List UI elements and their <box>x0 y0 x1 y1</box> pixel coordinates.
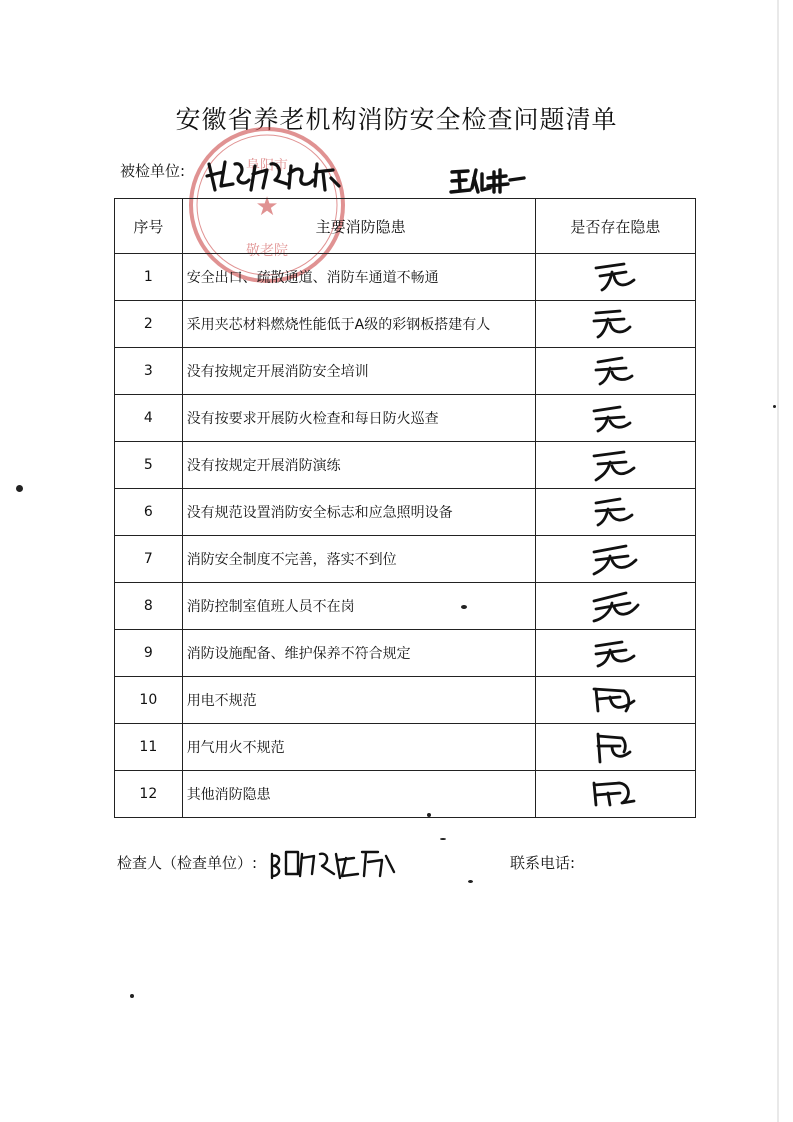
handwritten-answer-mark <box>590 399 640 437</box>
table-row <box>115 395 696 442</box>
row-hazard: 安全出口、疏散通道、消防车通道不畅通 <box>182 254 535 301</box>
row-answer <box>535 536 695 583</box>
handwritten-answer-mark <box>590 587 640 625</box>
handwritten-answer-mark <box>590 493 640 531</box>
row-hazard: 用电不规范 <box>182 677 535 724</box>
row-number: 10 <box>115 677 183 724</box>
inspector-signature <box>268 846 398 882</box>
row-hazard: 没有按规定开展消防安全培训 <box>182 348 535 395</box>
table-row <box>115 301 696 348</box>
row-hazard: 用气用火不规范 <box>182 724 535 771</box>
inspected-unit-label: 被检单位: <box>120 162 186 180</box>
row-hazard: 消防设施配备、维护保养不符合规定 <box>182 630 535 677</box>
handwritten-answer-mark <box>590 540 640 578</box>
row-number: 4 <box>115 395 183 442</box>
row-answer <box>535 771 695 818</box>
row-answer <box>535 301 695 348</box>
row-number: 1 <box>115 254 183 301</box>
handwritten-answer-mark <box>590 775 640 813</box>
hazard-checklist-table <box>114 198 696 818</box>
inspected-unit-signature <box>205 156 345 196</box>
handwritten-answer-mark <box>590 352 640 390</box>
row-hazard: 没有规范设置消防安全标志和应急照明设备 <box>182 489 535 536</box>
table-header-row <box>115 199 696 254</box>
row-number: 2 <box>115 301 183 348</box>
row-number: 8 <box>115 583 183 630</box>
row-answer <box>535 583 695 630</box>
scan-speck <box>461 605 467 609</box>
handwritten-answer-mark <box>590 681 640 719</box>
table-row <box>115 724 696 771</box>
row-number: 6 <box>115 489 183 536</box>
page-title: 安徽省养老机构消防安全检查问题清单 <box>175 105 618 134</box>
table-row <box>115 771 696 818</box>
svg-text:敬老院: 敬老院 <box>246 243 288 259</box>
inspected-person-signature <box>448 166 528 196</box>
row-answer <box>535 489 695 536</box>
svg-text:阜阳市: 阜阳市 <box>246 158 288 174</box>
table-row <box>115 630 696 677</box>
row-hazard: 消防控制室值班人员不在岗 <box>182 583 535 630</box>
table-row <box>115 254 696 301</box>
row-answer <box>535 724 695 771</box>
scan-speck <box>440 838 446 840</box>
row-number: 12 <box>115 771 183 818</box>
table-row <box>115 442 696 489</box>
svg-text:★: ★ <box>255 192 279 222</box>
handwritten-answer-mark <box>590 728 640 766</box>
handwritten-answer-mark <box>590 258 640 296</box>
handwritten-answer-mark <box>590 446 640 484</box>
row-hazard: 没有按要求开展防火检查和每日防火巡查 <box>182 395 535 442</box>
table-row <box>115 677 696 724</box>
scan-speck <box>130 994 134 998</box>
row-hazard: 消防安全制度不完善，落实不到位 <box>182 536 535 583</box>
row-number: 11 <box>115 724 183 771</box>
scan-speck <box>468 880 473 883</box>
scan-speck <box>16 485 23 492</box>
table-row <box>115 348 696 395</box>
header-hazard: 主要消防隐患 <box>182 199 535 254</box>
row-number: 9 <box>115 630 183 677</box>
row-answer <box>535 395 695 442</box>
row-number: 5 <box>115 442 183 489</box>
row-hazard: 采用夹芯材料燃烧性能低于A级的彩钢板搭建有人 <box>182 301 535 348</box>
header-exists: 是否存在隐患 <box>535 199 695 254</box>
row-hazard: 没有按规定开展消防演练 <box>182 442 535 489</box>
scan-speck <box>427 813 431 817</box>
handwritten-answer-mark <box>590 305 640 343</box>
row-number: 7 <box>115 536 183 583</box>
header-number: 序号 <box>115 199 183 254</box>
row-hazard: 其他消防隐患 <box>182 771 535 818</box>
scan-edge <box>777 0 779 1122</box>
row-answer <box>535 442 695 489</box>
row-answer <box>535 254 695 301</box>
row-answer <box>535 677 695 724</box>
handwritten-answer-mark <box>590 634 640 672</box>
row-answer <box>535 348 695 395</box>
table-row <box>115 536 696 583</box>
scan-speck <box>773 405 776 408</box>
table-row <box>115 489 696 536</box>
row-answer <box>535 630 695 677</box>
inspector-label: 检查人（检查单位）: <box>117 854 258 872</box>
table-row <box>115 583 696 630</box>
phone-label: 联系电话: <box>510 854 576 872</box>
row-number: 3 <box>115 348 183 395</box>
